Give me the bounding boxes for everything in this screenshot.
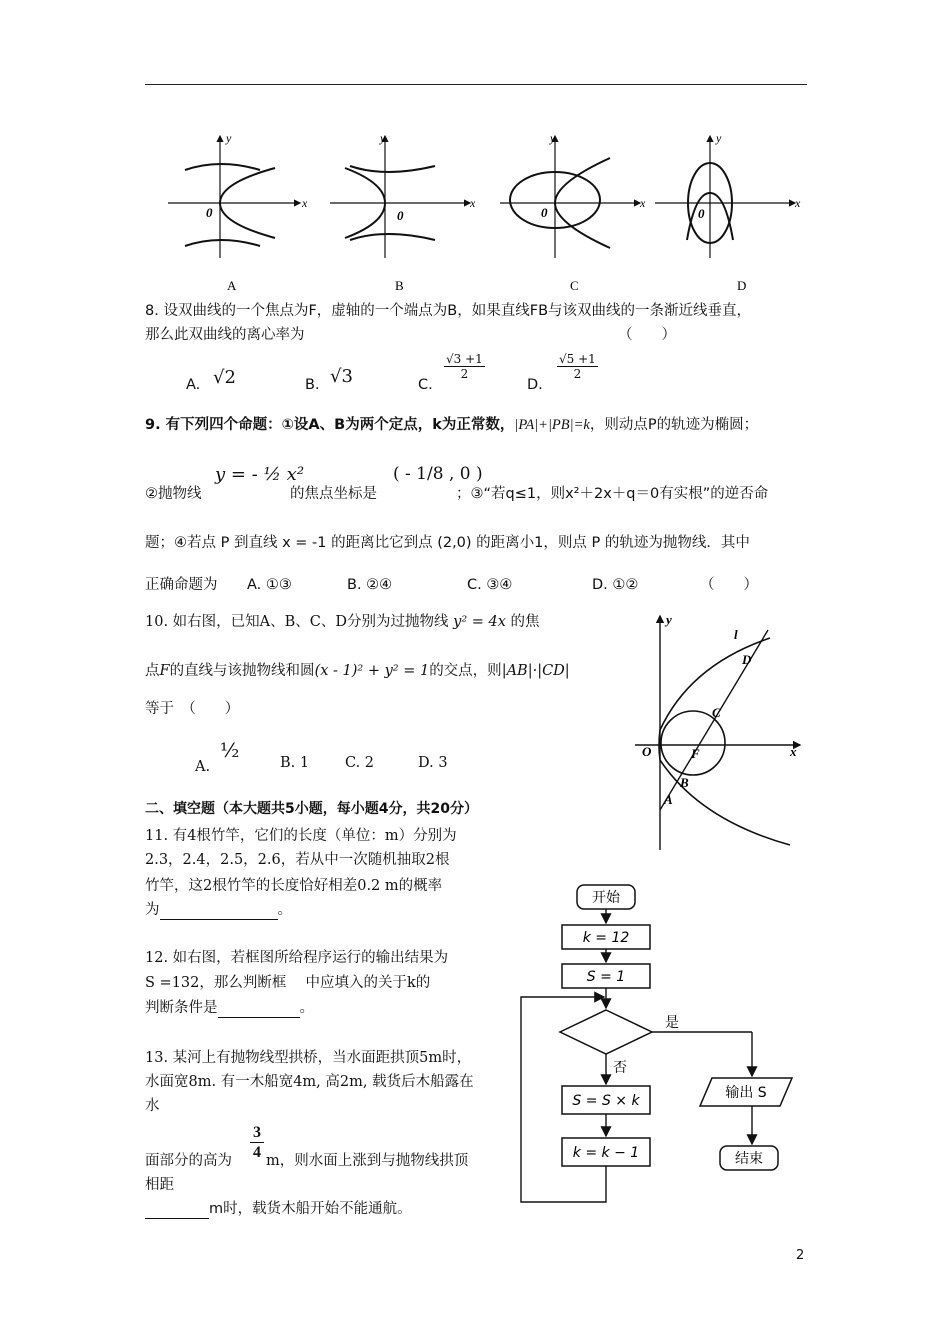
q10-fig-y: y — [666, 612, 672, 627]
q10-line1 — [145, 612, 540, 632]
q8-c-num: √3 +1 — [446, 352, 483, 366]
q10-line1b: 分别为过抛物线 — [347, 614, 449, 630]
q13-line4a: 面部分的高为 — [145, 1153, 232, 1169]
flow-output: 输出 S — [725, 1085, 767, 1101]
q13-line2: 水面宽8m. 有一木船宽4m, 高2m, 载货后木船露在 — [145, 1074, 474, 1090]
q13-line1: 13. 某河上有抛物线型拱桥，当水面距拱顶5m时， — [145, 1050, 472, 1066]
flow-start: 开始 — [592, 890, 620, 906]
q10-line2b: 的直线与该抛物线和圆 — [169, 663, 315, 679]
q13-fraction — [250, 1123, 264, 1162]
graph-c-y: y — [550, 131, 556, 145]
q13-frac-num: 3 — [250, 1123, 264, 1143]
graph-a-x: x — [302, 196, 308, 210]
page-number: 2 — [796, 1248, 805, 1263]
graph-b-y: y — [380, 131, 386, 145]
q10-fig-C: C — [712, 705, 721, 720]
flow-k-init: k = 12 — [582, 930, 630, 946]
q10-line3: 等于 （ ） — [145, 701, 240, 717]
q10-expr: |AB|·|CD| — [501, 663, 570, 679]
q9-line3: 题；④若点 P 到直线 x = -1 的距离比它到点 (2,0) 的距离小1，则点 P 的轨迹为抛物线．其中 — [145, 535, 750, 551]
q13-frac-den: 4 — [253, 1144, 261, 1161]
q8-option-a: A. — [186, 377, 201, 393]
q9-parabola-formula: y = - ½ x² — [215, 464, 305, 485]
q13-line3: 水 — [145, 1098, 160, 1114]
q9-focus-point: ( - 1/8 , 0 ) — [393, 464, 483, 484]
graph-b-x: x — [470, 196, 476, 210]
q12-line3a: 判断条件是 — [145, 1000, 218, 1016]
q11-line4a: 为 — [145, 902, 160, 918]
q9-line1a: 9. 有下列四个命题：①设A、B为两个定点，k为正常数， — [145, 417, 515, 433]
q13-line4b: m，则水面上涨到与抛物线拱顶 — [266, 1153, 469, 1169]
graph-c-x: x — [640, 196, 646, 210]
q11-line3: 竹竿，这2根竹竿的长度恰好相差0.2 m的概率 — [145, 878, 443, 894]
q11-line4b: 。 — [277, 902, 292, 918]
graph-a-label: A — [227, 278, 237, 293]
q11-answer-blank[interactable] — [160, 905, 278, 920]
graph-a-origin: 0 — [206, 205, 213, 220]
graph-d-origin: 0 — [698, 206, 705, 221]
q10-fig-D: D — [742, 652, 752, 667]
top-rule — [145, 84, 807, 85]
q10-opt-c: C. 2 — [345, 755, 375, 771]
q8-paren: （ ） — [618, 327, 676, 343]
q13-line5: 相距 — [145, 1177, 174, 1193]
graph-d — [655, 131, 801, 293]
q13-answer-blank[interactable] — [145, 1204, 209, 1219]
q9-opt-d: D. ①② — [592, 577, 639, 593]
q8-option-c: C. — [418, 377, 433, 393]
q9-line4: 正确命题为 — [145, 577, 218, 593]
q12-line3b: 。 — [299, 1000, 314, 1016]
flow-dec: k = k − 1 — [572, 1145, 640, 1161]
section2-title: 二、填空题（本大题共5小题，每小题4分，共20分） — [145, 801, 478, 817]
q8-option-b-value: √3 — [330, 366, 353, 387]
q10-line2c: 的交点，则 — [429, 663, 502, 679]
q12-answer-blank[interactable] — [218, 1003, 300, 1018]
q8-line2: 那么此双曲线的离心率为 — [145, 327, 305, 343]
q11-line2: 2.3，2.4，2.5，2.6，若从中一次随机抽取2根 — [145, 852, 450, 868]
graph-c-label: C — [570, 278, 579, 293]
q10-fig-A: A — [664, 792, 673, 807]
q11-line1: 11. 有4根竹竿，它们的长度（单位：m）分别为 — [145, 828, 457, 844]
flow-s-init: S = 1 — [586, 969, 626, 985]
q8-d-den: 2 — [573, 367, 582, 381]
q10-line1c: 的焦 — [510, 614, 540, 630]
q10-line1a: 10. 如右图，已知 — [145, 614, 260, 630]
q10-opt-a: A. — [195, 759, 211, 775]
q10-opt-a-value: ½ — [220, 738, 240, 762]
q8-option-b: B. — [305, 377, 320, 393]
graph-c — [500, 131, 646, 293]
graph-b-origin: 0 — [397, 208, 404, 223]
q8-option-d-frac — [557, 352, 598, 381]
q13-line6b: m时，载货木船开始不能通航。 — [209, 1201, 412, 1217]
q13-line6 — [145, 1199, 412, 1219]
q11-line4 — [145, 900, 292, 920]
graph-a — [168, 131, 308, 293]
q10-figure — [630, 610, 810, 855]
graph-d-y: y — [716, 131, 722, 145]
q8-option-a-value: √2 — [213, 367, 236, 388]
flow-decision — [560, 1010, 652, 1054]
q8-option-d: D. — [527, 377, 543, 393]
q8-d-num: √5 +1 — [559, 352, 596, 366]
q9-opt-c: C. ③④ — [467, 577, 513, 593]
q9-formula: |PA|+|PB|=k — [514, 417, 590, 433]
q9-line2a: ②抛物线 — [145, 486, 202, 502]
q9-opt-b: B. ②④ — [347, 577, 393, 593]
q12-line2: S =132，那么判断框 中应填入的关于k的 — [145, 975, 431, 991]
q9-line1b: ，则动点P的轨迹为椭圆； — [589, 417, 759, 433]
q10-line2 — [145, 661, 570, 681]
graph-c-origin: 0 — [541, 205, 548, 220]
q10-parabola: y² = 4x — [453, 614, 506, 630]
q9-paren: （ ） — [700, 577, 758, 593]
q8-c-den: 2 — [460, 367, 469, 381]
q10-fig-F: F — [691, 746, 700, 761]
q10-points: A、B、C、D — [259, 614, 348, 630]
q8-line1: 8. 设双曲线的一个焦点为F，虚轴的一个端点为B，如果直线FB与该双曲线的一条渐近线垂直， — [145, 303, 752, 319]
q10-fig-x: x — [790, 744, 797, 759]
q10-circle: (x - 1)² + y² = 1 — [314, 663, 430, 679]
q9-line2b: 的焦点坐标是 — [290, 486, 377, 502]
q10-fig-O: O — [642, 744, 652, 759]
flow-mult: S = S × k — [572, 1093, 640, 1109]
flow-yes: 是 — [665, 1015, 679, 1031]
q9-opt-a: A. ①③ — [247, 577, 292, 593]
q10-opt-d: D. 3 — [418, 755, 448, 771]
option-graphs — [160, 128, 810, 298]
graph-b-label: B — [395, 278, 404, 293]
graph-a-y: y — [226, 131, 232, 145]
flowchart — [515, 880, 795, 1210]
q10-F: F — [159, 663, 170, 679]
graph-d-label: D — [737, 278, 747, 293]
flow-no: 否 — [613, 1060, 627, 1076]
q10-fig-l: l — [734, 627, 738, 642]
graph-b — [330, 131, 476, 293]
q10-fig-B: B — [680, 775, 689, 790]
q12-line1: 12. 如右图，若框图所给程序运行的输出结果为 — [145, 950, 449, 966]
graph-d-x: x — [795, 196, 801, 210]
q12-line3 — [145, 998, 314, 1018]
q9-line2c: ；③“若q≤1，则x²＋2x＋q＝0有实根”的逆否命 — [456, 486, 769, 502]
q10-opt-b: B. 1 — [280, 755, 310, 771]
q9-line1 — [145, 415, 758, 435]
q10-line2a: 点 — [145, 663, 160, 679]
q8-option-c-frac — [444, 352, 485, 381]
flow-end: 结束 — [735, 1151, 763, 1167]
